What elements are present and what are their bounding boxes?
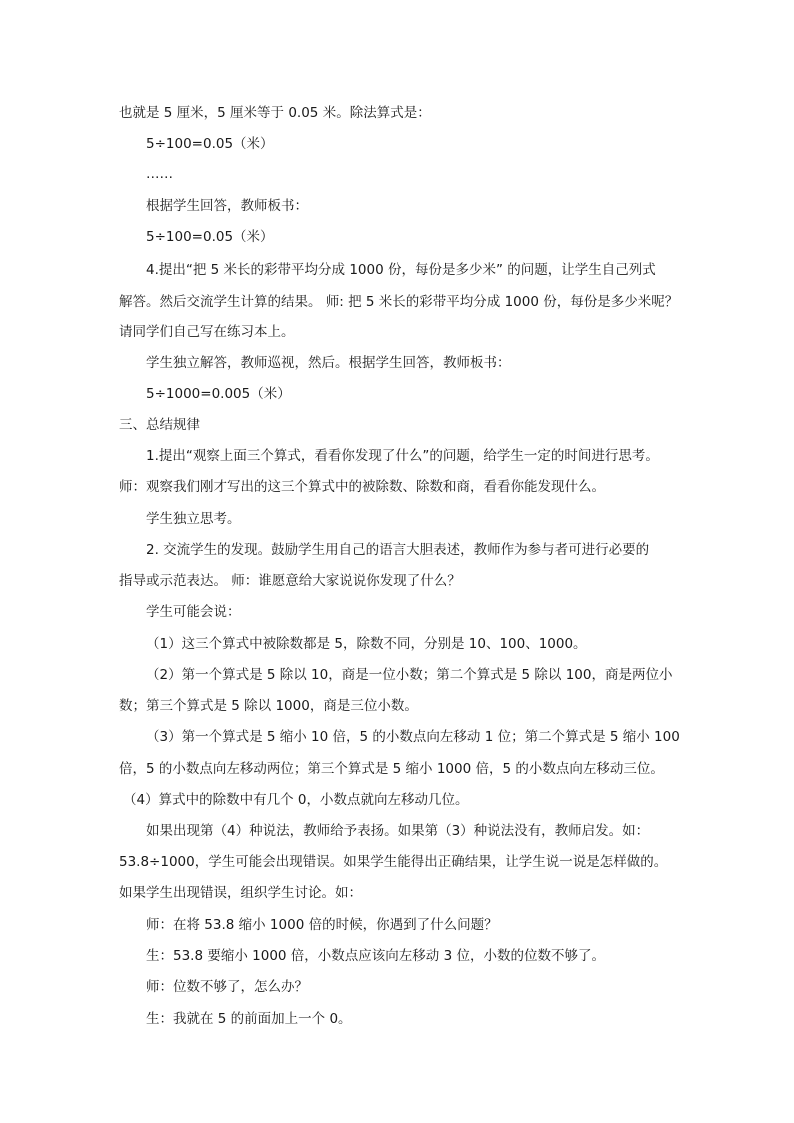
text-line: 学生可能会说：: [146, 604, 241, 620]
list-item: （2）第一个算式是 5 除以 10，商是一位小数；第二个算式是 5 除以 100，商是两位小: [146, 667, 673, 683]
text-line: 根据学生回答，教师板书：: [146, 198, 308, 214]
text-line: 4.提出“把 5 米长的彩带平均分成 1000 份，每份是多少米” 的问题，让学生自己列式: [146, 262, 656, 278]
dialogue-line: 师：位数不够了，怎么办？: [146, 979, 308, 995]
dialogue-line: 生：53.8 要缩小 1000 倍，小数点应该向左移动 3 位，小数的位数不够了。: [146, 948, 605, 964]
text-line: 学生独立思考。: [146, 511, 241, 527]
ellipsis-line: ……: [146, 166, 173, 182]
dialogue-line: 生：我就在 5 的前面加上一个 0。: [146, 1011, 352, 1027]
text-line: 请同学们自己写在练习本上。: [119, 324, 295, 340]
text-line: 53.8÷1000，学生可能会出现错误。如果学生能得出正确结果，让学生说一说是怎样做的。: [119, 854, 668, 870]
text-line: 如果学生出现错误，组织学生讨论。如：: [119, 885, 362, 901]
text-line: 2. 交流学生的发现。鼓励学生用自己的语言大胆表述，教师作为参与者可进行必要的: [146, 542, 650, 558]
text-line: 数；第三个算式是 5 除以 1000，商是三位小数。: [119, 698, 418, 714]
equation-line: 5÷100=0.05（米）: [146, 229, 274, 245]
text-line: 解答。然后交流学生计算的结果。 师: 把 5 米长的彩带平均分成 1000 份，每份是多少米呢？: [119, 294, 679, 310]
text-line: 学生独立解答，教师巡视，然后。根据学生回答，教师板书：: [146, 355, 511, 371]
text-line: 也就是 5 厘米，5 厘米等于 0.05 米。除法算式是：: [119, 105, 431, 121]
dialogue-line: 师：在将 53.8 缩小 1000 倍的时候，你遇到了什么问题？: [146, 917, 498, 933]
text-line: 倍，5 的小数点向左移动两位；第三个算式是 5 缩小 1000 倍，5 的小数点向左移动三位。: [119, 761, 664, 777]
text-line: 如果出现第（4）种说法，教师给予表扬。如果第（3）种说法没有，教师启发。如：: [146, 823, 650, 839]
text-line: 师：观察我们刚才写出的这三个算式中的被除数、除数和商，看看你能发现什么。: [119, 479, 605, 495]
equation-line: 5÷1000=0.005（米）: [146, 386, 291, 402]
equation-line: 5÷100=0.05（米）: [146, 136, 274, 152]
list-item: （1）这三个算式中被除数都是 5，除数不同，分别是 10、100、1000。: [146, 636, 587, 652]
section-heading: 三、总结规律: [119, 417, 200, 433]
list-item: （3）第一个算式是 5 缩小 10 倍，5 的小数点向左移动 1 位；第二个算式是 5 缩小 100: [146, 729, 680, 745]
text-line: 指导或示范表达。 师：谁愿意给大家说说你发现了什么？: [119, 573, 461, 589]
list-item: （4）算式中的除数中有几个 0，小数点就向左移动几位。: [123, 792, 469, 808]
text-line: 1.提出“观察上面三个算式，看看你发现了什么”的问题，给学生一定的时间进行思考。: [146, 448, 659, 464]
